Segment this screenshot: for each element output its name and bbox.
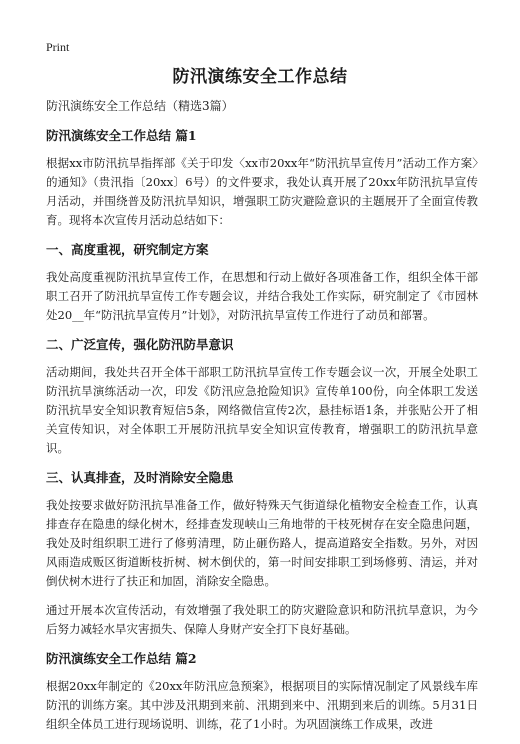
article-2-heading: 防汛演练安全工作总结 篇2 — [46, 651, 197, 666]
article-1-intro: 根据xx市防汛抗旱指挥部《关于印发〈xx市20xx年“防汛抗旱宣传月”活动工作方案〉的通知》（贵汛指〔20xx〕6号）的文件要求，我处认真开展了20xx年防汛抗旱宣传月活动，并围绕普及防汛抗旱知识，增强职工防灾避险意识的主题展开了全面宣传教育。现将本次宣传月活动总结如下： — [46, 156, 478, 227]
document-body — [46, 96, 478, 744]
page-title: 防汛演练安全工作总结 — [172, 67, 348, 87]
article-1-conclusion: 通过开展本次宣传活动，有效增强了我处职工的防灾避险意识和防汛抗旱意识，为今后努力减轻水旱灾害损失、保障人身财产安全打下良好基础。 — [46, 603, 478, 636]
document-subtitle: 防汛演练安全工作总结（精选3篇） — [46, 99, 234, 113]
section-1-text: 我处高度重视防汛抗旱宣传工作，在思想和行动上做好各项准备工作，组织全体干部职工召开了防汛抗旱宣传工作专题会议，并结合我处工作实际，研究制定了《市园林处20__年“防汛抗旱宣传月”计划》，对防汛抗旱宣传工作进行了动员和部署。 — [46, 270, 478, 322]
section-3-heading: 三、认真排查，及时消除安全隐患 — [46, 470, 234, 485]
article-1-heading: 防汛演练安全工作总结 篇1 — [46, 128, 197, 143]
article-2-intro: 根据20xx年制定的《20xx年防汛应急预案》，根据项目的实际情况制定了风景线车库防汛的训练方案。其中涉及汛期到来前、汛期到来中、汛期到来后的训练。5月31日组织全体员工进行现场说明、训练，花了1小时。为巩固演练工作成果，改进 — [46, 679, 478, 731]
section-1-heading: 一、高度重视，研究制定方案 — [46, 242, 209, 257]
print-link[interactable]: Print — [46, 40, 70, 54]
section-2-heading: 二、广泛宣传，强化防汛防旱意识 — [46, 337, 234, 352]
section-2-text: 活动期间，我处共召开全体干部职工防汛抗旱宣传工作专题会议一次，开展全处职工防汛抗旱演练活动一次，印发《防汛应急抢险知识》宣传单100份，向全体职工发送防汛抗旱安全知识教育短信5条，网络微信宣传2次，悬挂标语1条，并张贴公开了相关宣传知识，对全体职工开展防汛抗旱安全知识宣传教育，增强职工的防汛抗旱意识。 — [46, 365, 478, 455]
section-3-text: 我处按要求做好防汛抗旱准备工作，做好特殊天气街道绿化植物安全检查工作，认真排查存在隐患的绿化树木，经排查发现峡山三角地带的干枝死树存在安全隐患问题，我处及时组织职工进行了修剪清理，防止砸伤路人，提高道路安全指数。另外，对因风雨造成贩区街道断枝折树、树木倒伏的，第一时间安排职工到场修剪、清运，并对倒伏树木进行了扶正和加固，消除安全隐患。 — [46, 498, 478, 588]
